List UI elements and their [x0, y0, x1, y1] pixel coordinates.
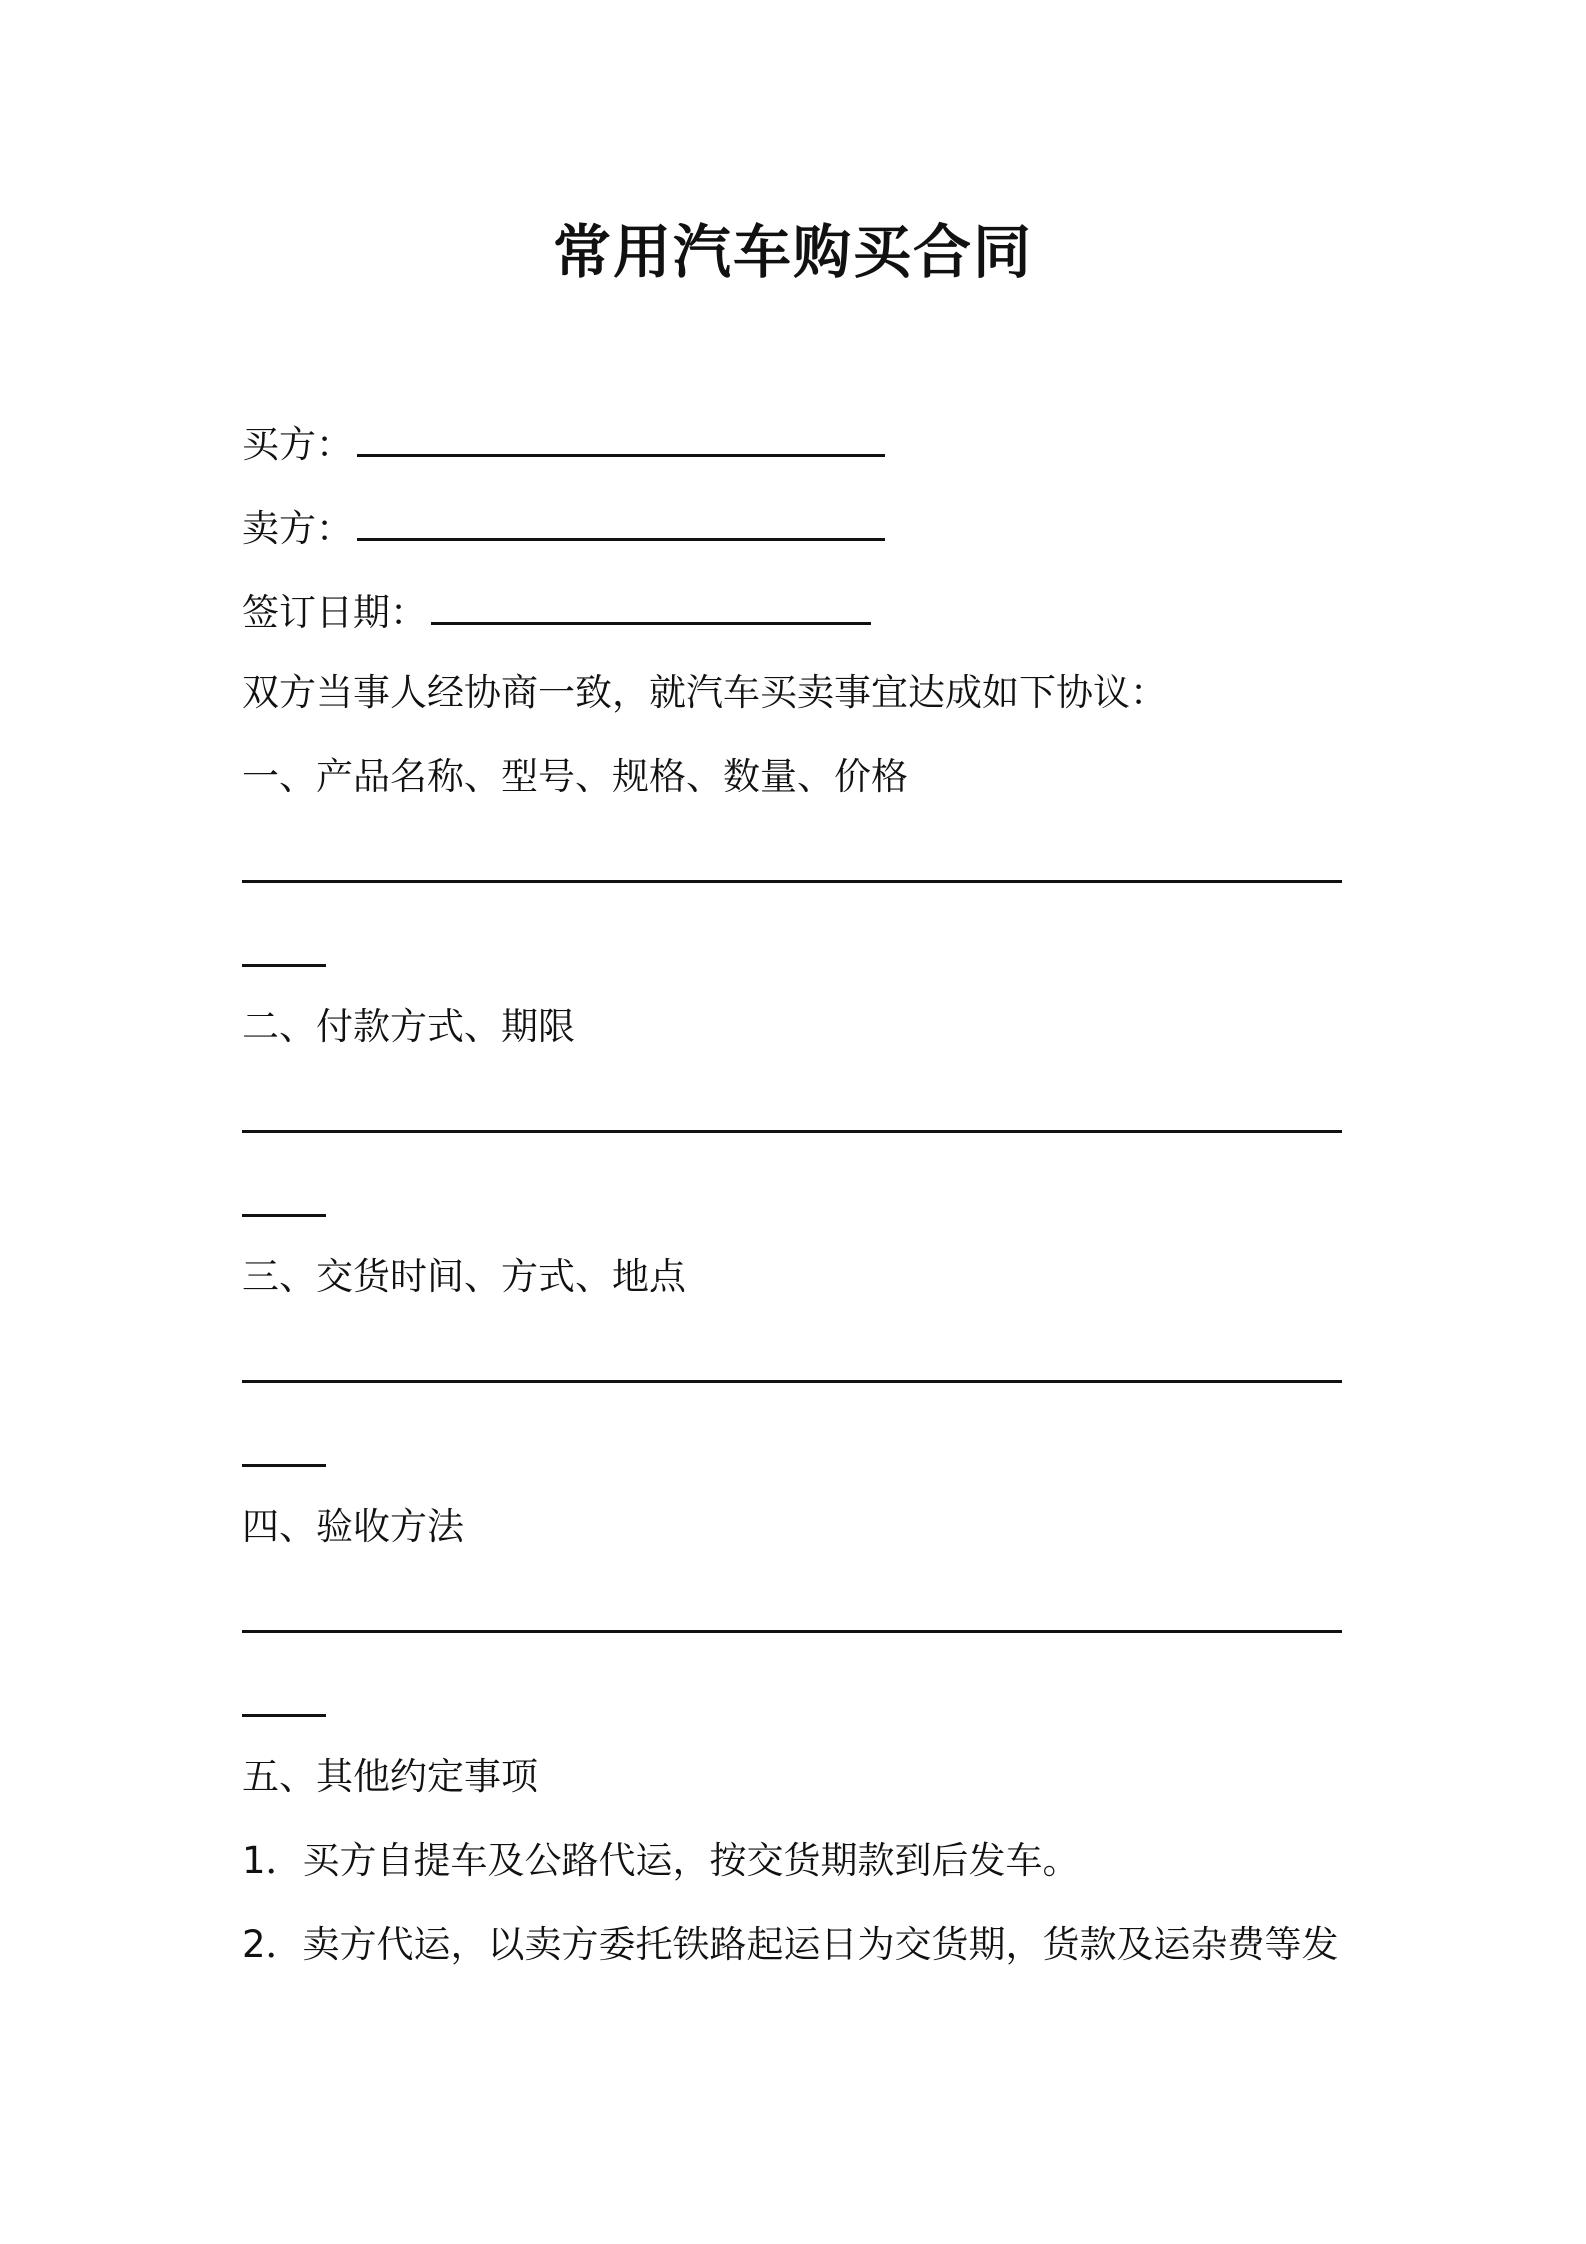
- intro-text: 双方当事人经协商一致，就汽车买卖事宜达成如下协议：: [242, 671, 1167, 714]
- clause-text: 1．买方自提车及公路代运，按交货期款到后发车。: [242, 1839, 1080, 1882]
- date-blank[interactable]: [431, 586, 871, 625]
- section-4-blank-tail[interactable]: [242, 1714, 326, 1717]
- seller-blank[interactable]: [357, 502, 885, 541]
- section-1-blank-line[interactable]: [242, 880, 1342, 883]
- clause-text: 2．卖方代运，以卖方委托铁路起运日为交货期，货款及运杂费等发: [242, 1923, 1339, 1966]
- section-heading: 一、产品名称、型号、规格、数量、价格: [242, 755, 908, 798]
- page-title: 常用汽车购买合同: [552, 218, 1033, 286]
- date-line: [242, 586, 871, 638]
- section-heading: 五、其他约定事项: [242, 1755, 538, 1798]
- section-3-blank-line[interactable]: [242, 1380, 1342, 1383]
- seller-line: [242, 502, 885, 554]
- section-2-blank-line[interactable]: [242, 1130, 1342, 1133]
- section-4-blank-line[interactable]: [242, 1630, 1342, 1633]
- section-2-blank-tail[interactable]: [242, 1214, 326, 1217]
- section-3-blank-tail[interactable]: [242, 1464, 326, 1467]
- section-1-blank-tail[interactable]: [242, 964, 326, 967]
- date-label: 签订日期：: [242, 591, 427, 634]
- section-heading: 三、交货时间、方式、地点: [242, 1255, 686, 1298]
- seller-label: 卖方：: [242, 507, 353, 550]
- buyer-blank[interactable]: [357, 418, 885, 457]
- buyer-label: 买方：: [242, 423, 353, 466]
- buyer-line: [242, 418, 885, 470]
- section-heading: 二、付款方式、期限: [242, 1005, 575, 1048]
- section-heading: 四、验收方法: [242, 1505, 464, 1548]
